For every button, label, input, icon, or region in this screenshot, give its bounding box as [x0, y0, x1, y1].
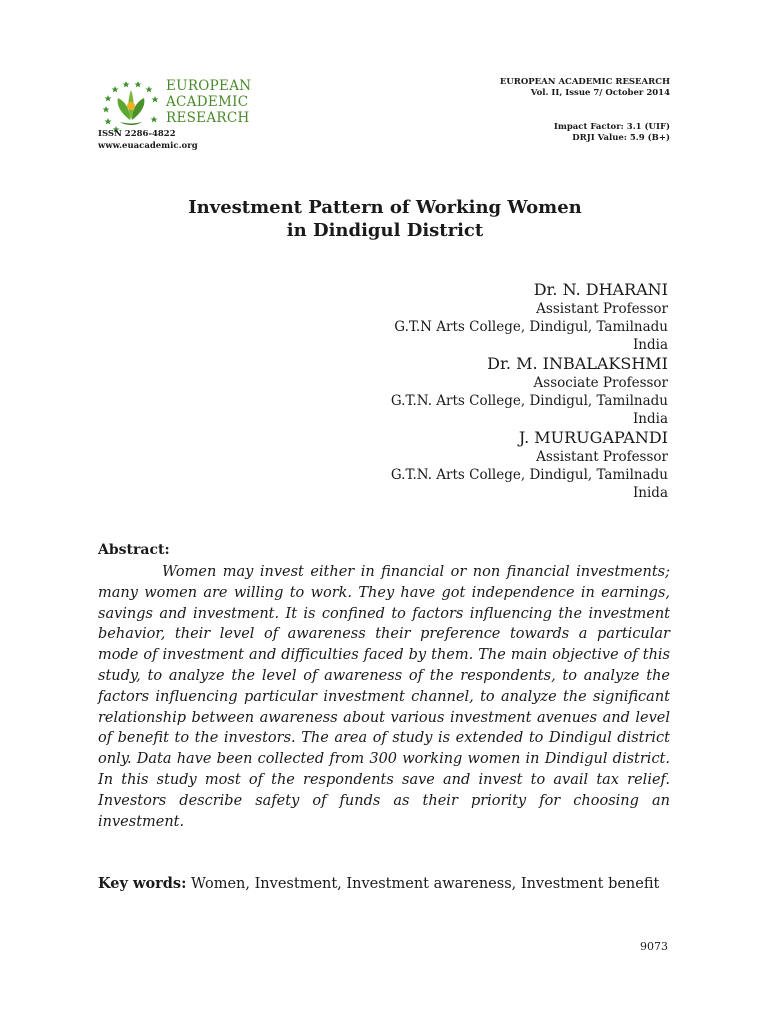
logo-line-2: ACADEMIC [166, 94, 249, 110]
keywords-label: Key words: [98, 875, 187, 892]
page-number: 9073 [640, 940, 668, 953]
author-block [391, 428, 668, 502]
impact-factor: Impact Factor: 3.1 (UIF) [553, 122, 670, 132]
author-name: Dr. N. DHARANI [533, 280, 668, 299]
author-name: J. MURUGAPANDI [518, 428, 668, 447]
keywords-text: Women, Investment, Investment awareness, Investment benefit [186, 876, 660, 892]
journal-header [500, 77, 670, 99]
title-line-2: in Dindigul District [286, 220, 484, 241]
journal-name: EUROPEAN ACADEMIC RESEARCH [499, 77, 670, 87]
abstract-body: Women may invest either in financial or non financial investments; many women are willing to work. They have got independence in earnings, savings and investment. It is confined to factors influencing the investment behavior, their level of awareness their preference towards a particular mode of investment and difficulties faced by them. The main objective of this study, to analyze the level of awareness of the respondents, to analyze the factors influencing particular investment channel, to analyze the significant relationship between awareness about various investment avenues and level of benefit to the investors. The area of study is extended to Dindigul district only. Data have been collected from 300 working women in Dindigul district. In this study most of the respondents save and invest to avail tax relief. Investors describe safety of funds as their priority for choosing an investment. [98, 564, 670, 830]
title-line-1: Investment Pattern of Working Women [188, 197, 582, 218]
author-country: India [632, 337, 668, 353]
drji-value: DRJI Value: 5.9 (B+) [572, 133, 670, 143]
author-country: Inida [632, 485, 668, 501]
journal-website: www.euacademic.org [98, 141, 198, 151]
author-list [391, 280, 668, 502]
author-position: Assistant Professor [536, 449, 668, 465]
logo-line-1: EUROPEAN [166, 78, 252, 94]
author-name: Dr. M. INBALAKSHMI [487, 354, 668, 373]
author-affiliation: G.T.N. Arts College, Dindigul, Tamilnadu [390, 393, 668, 409]
author-block [391, 280, 668, 354]
author-position: Associate Professor [533, 375, 668, 391]
abstract-heading: Abstract: [98, 542, 170, 558]
logo-wordmark [166, 78, 251, 126]
author-position: Assistant Professor [536, 301, 668, 317]
journal-volume: Vol. II, Issue 7/ October 2014 [530, 88, 670, 98]
issn-number: ISSN 2286-4822 [98, 129, 176, 139]
author-affiliation: G.T.N Arts College, Dindigul, Tamilnadu [394, 319, 668, 335]
author-affiliation: G.T.N. Arts College, Dindigul, Tamilnadu [390, 467, 668, 483]
author-country: India [632, 411, 668, 427]
keywords [98, 874, 670, 895]
author-block [391, 354, 668, 428]
journal-logo [96, 76, 266, 134]
logo-line-3: RESEARCH [166, 110, 250, 126]
paper-title [98, 196, 672, 242]
journal-metrics [554, 122, 670, 144]
leaf-logo-icon [96, 76, 164, 134]
